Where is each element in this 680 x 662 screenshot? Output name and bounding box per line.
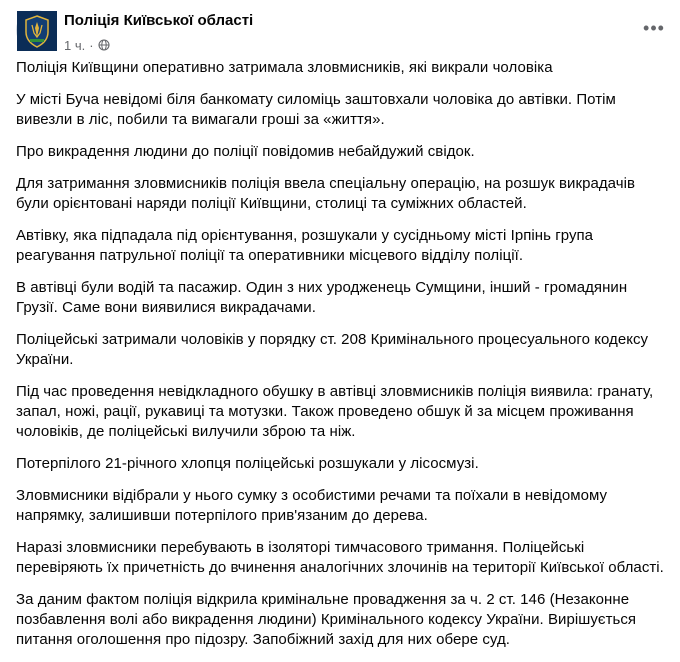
post-paragraph: У місті Буча невідомі біля банкомату силоміць заштовхали чоловіка до автівки. Потім вивезли в ліс, побили та вимагали гроші за «життя». [16, 91, 616, 128]
post-header [16, 8, 664, 56]
globe-icon [98, 39, 110, 51]
post-paragraph: Наразі зловмисники перебувають в ізоляторі тимчасового тримання. Поліцейські перевіряють їх причетність до вчинення аналогічних злочинів на території Київської області. [16, 539, 664, 576]
post-timestamp[interactable]: 1 ч. [64, 37, 86, 53]
post-paragraph: Потерпілого 21-річного хлопця поліцейські розшукали у лісосмузі. [16, 455, 479, 472]
post-paragraph: Для затримання зловмисників поліція ввела спеціальну операцію, на розшук викрадачів були орієнтовані наряди поліції Київщини, столиці та суміжних областей. [16, 175, 635, 212]
police-badge-icon [17, 11, 57, 51]
post-paragraph: Зловмисники відібрали у нього сумку з особистими речами та поїхали в невідомому напрямку, залишивши потерпілого прив'язаним до дерева. [16, 487, 608, 524]
post-text [16, 58, 664, 662]
post-paragraph: Поліція Київщини оперативно затримала зловмисників, які викрали чоловіка [16, 59, 553, 76]
post-paragraph: Під час проведення невідкладного обушку в автівці зловмисників поліція виявила: гранату, запал, ножі, рації, рукавиці та мотузки. Також проведено обшук й за місцем проживання чоловіків, де поліцейські вилучили зброю та ніж. [16, 383, 654, 440]
post-paragraph: За даним фактом поліція відкрила кримінальне провадження за ч. 2 ст. 146 (Незаконне позбавлення волі або викрадення людини) Кримінального кодексу України. Вирішується питання оголошення про підозру. Запобіжний захід для них обере суд. [16, 591, 637, 648]
page-name[interactable]: Поліція Київської області [64, 12, 254, 29]
more-options-icon[interactable]: ••• [643, 17, 665, 38]
post-paragraph: Автівку, яка підпадала під орієнтування, розшукали у сусідньому місті Ірпінь група реагування патрульної поліції та оперативники місцевого відділу поліції. [16, 227, 594, 264]
post-paragraph: Поліцейські затримали чоловіків у порядку ст. 208 Кримінального процесуального кодексу України. [16, 331, 649, 368]
police-badge-avatar[interactable] [16, 10, 56, 50]
post-paragraph: В автівці були водій та пасажир. Один з них уродженець Сумщини, інший - громадянин Грузії. Саме вони виявилися викрадачами. [16, 279, 628, 316]
post-paragraph: Про викрадення людини до поліції повідомив небайдужий свідок. [16, 143, 475, 160]
post-meta [64, 36, 110, 54]
meta-separator: · [89, 37, 94, 53]
